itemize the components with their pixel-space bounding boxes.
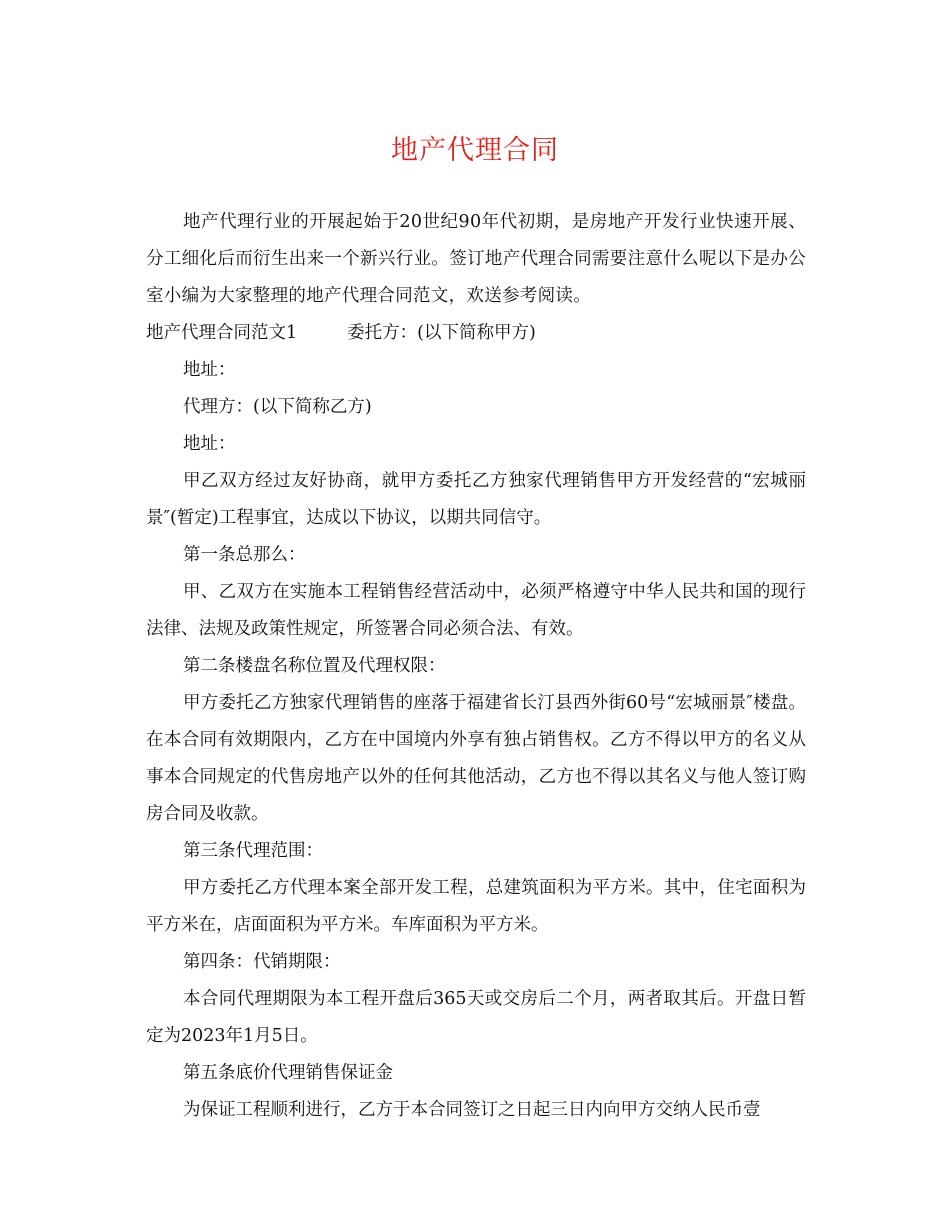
- article-4-heading: 第四条：代销期限：: [183, 952, 341, 972]
- sample-label: 地产代理合同范文1: [146, 323, 298, 343]
- intro-paragraph: 地产代理行业的开展起始于20世纪90年代初期，是房地产开发行业快速开展、分工细化后而衍生出来一个新兴行业。签订地产代理合同需要注意什么呢以下是办公室小编为大家整理的地产代理合同范文，欢送参考阅读。: [146, 212, 806, 306]
- page-title: 地产代理合同: [391, 135, 559, 166]
- article-1-heading: 第一条总那么：: [183, 545, 306, 565]
- article-5-heading: 第五条底价代理销售保证金: [183, 1063, 393, 1083]
- agent-line: 代理方：(以下简称乙方): [183, 397, 372, 417]
- agreement-paragraph: 甲乙双方经过友好协商，就甲方委托乙方独家代理销售甲方开发经营的“宏城丽景″(暂定)工程事宜，达成以下协议，以期共同信守。: [146, 471, 806, 528]
- article-1-body: 甲、乙双方在实施本工程销售经营活动中，必须严格遵守中华人民共和国的现行法律、法规及政策性规定，所签署合同必须合法、有效。: [146, 582, 806, 639]
- article-2-body: 甲方委托乙方独家代理销售的座落于福建省长汀县西外街60号“宏城丽景″楼盘。在本合同有效期限内，乙方在中国境内外享有独占销售权。乙方不得以甲方的名义从事本合同规定的代售房地产以外的任何其他活动，乙方也不得以其名义与他人签订购房合同及收款。: [146, 693, 806, 824]
- article-4-body: 本合同代理期限为本工程开盘后365天或交房后二个月，两者取其后。开盘日暂定为2023年1月5日。: [146, 989, 806, 1046]
- article-3-body: 甲方委托乙方代理本案全部开发工程，总建筑面积为平方米。其中，住宅面积为平方米在，店面面积为平方米。车库面积为平方米。: [146, 878, 806, 935]
- client-line: 委托方：(以下简称甲方): [347, 323, 536, 343]
- document-body: [146, 204, 806, 1129]
- agent-address-line: 地址：: [183, 434, 236, 454]
- article-3-heading: 第三条代理范围：: [183, 841, 323, 861]
- client-address-line: 地址：: [183, 360, 236, 380]
- sample-header-line: [146, 315, 806, 352]
- article-5-body: 为保证工程顺利进行，乙方于本合同签订之日起三日内向甲方交纳人民币壹: [183, 1100, 761, 1120]
- article-2-heading: 第二条楼盘名称位置及代理权限：: [183, 656, 446, 676]
